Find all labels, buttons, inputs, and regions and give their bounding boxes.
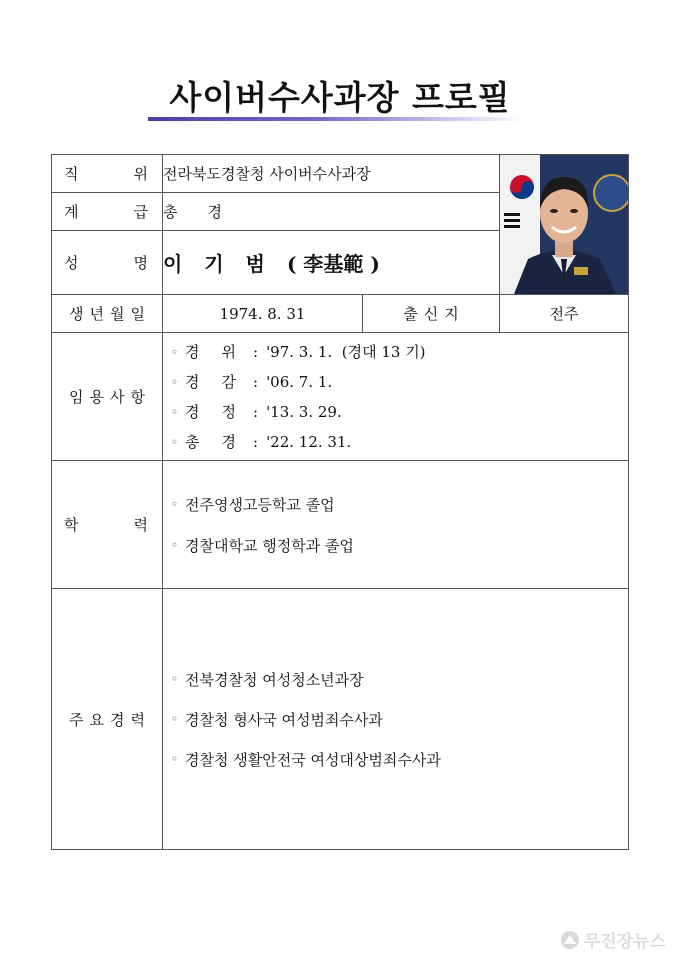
row-appointments: [52, 333, 629, 461]
value-name: 이 기 범 ( 李基範 ): [163, 231, 500, 295]
bullet-icon: ◦: [171, 344, 179, 359]
label-name: 성 명: [52, 231, 163, 295]
row-career: [52, 589, 629, 850]
appointment-list: [163, 337, 628, 457]
watermark-logo-icon: [560, 930, 580, 950]
label-position: 직 위: [52, 155, 163, 193]
bullet-icon: ◦: [171, 404, 179, 419]
career-list: [163, 659, 628, 779]
page-title: 사이버수사과장 프로필: [169, 78, 511, 117]
bullet-icon: ◦: [171, 374, 179, 389]
list-item: ◦ 경찰청 생활안전국 여성대상범죄수사과: [171, 750, 441, 769]
title-underline: [148, 117, 526, 121]
education-list: [163, 484, 628, 566]
label-birth: 생년월일: [52, 295, 163, 333]
watermark: 무진장뉴스: [560, 927, 666, 952]
label-career: 주요경력: [52, 589, 163, 850]
value-origin: 전주: [500, 295, 629, 333]
list-item: ◦ 경 감 : '06. 7. 1.: [171, 372, 333, 391]
row-birth: [52, 295, 629, 333]
list-item: ◦ 총 경 : '22. 12. 31.: [171, 432, 352, 451]
bullet-icon: ◦: [171, 752, 179, 766]
label-appointments: 임용사항: [52, 333, 163, 461]
value-birth: 1974. 8. 31: [163, 295, 363, 333]
list-item: ◦ 경찰청 형사국 여성범죄수사과: [171, 710, 383, 729]
bullet-icon: ◦: [171, 712, 179, 726]
row-education: [52, 461, 629, 589]
bullet-icon: ◦: [171, 538, 179, 552]
list-item: ◦ 전북경찰청 여성청소년과장: [171, 670, 364, 689]
row-position: [52, 155, 629, 193]
label-origin: 출신지: [363, 295, 500, 333]
label-education: 학 력: [52, 461, 163, 589]
list-item: ◦ 경 위 : '97. 3. 1. (경대 13 기): [171, 342, 426, 361]
list-item: ◦ 경 정 : '13. 3. 29.: [171, 402, 342, 421]
list-item: ◦ 경찰대학교 행정학과 졸업: [171, 536, 354, 555]
portrait-photo-icon: [500, 155, 629, 294]
value-position: 전라북도경찰청 사이버수사과장: [163, 155, 500, 193]
portrait-photo: [500, 155, 629, 295]
bullet-icon: ◦: [171, 434, 179, 449]
bullet-icon: ◦: [171, 497, 179, 511]
value-education: [163, 461, 629, 589]
value-appointments: [163, 333, 629, 461]
bullet-icon: ◦: [171, 672, 179, 686]
value-rank: 총 경: [163, 193, 500, 231]
profile-table: [51, 154, 629, 850]
value-career: [163, 589, 629, 850]
label-rank: 계 급: [52, 193, 163, 231]
list-item: ◦ 전주영생고등학교 졸업: [171, 495, 335, 514]
